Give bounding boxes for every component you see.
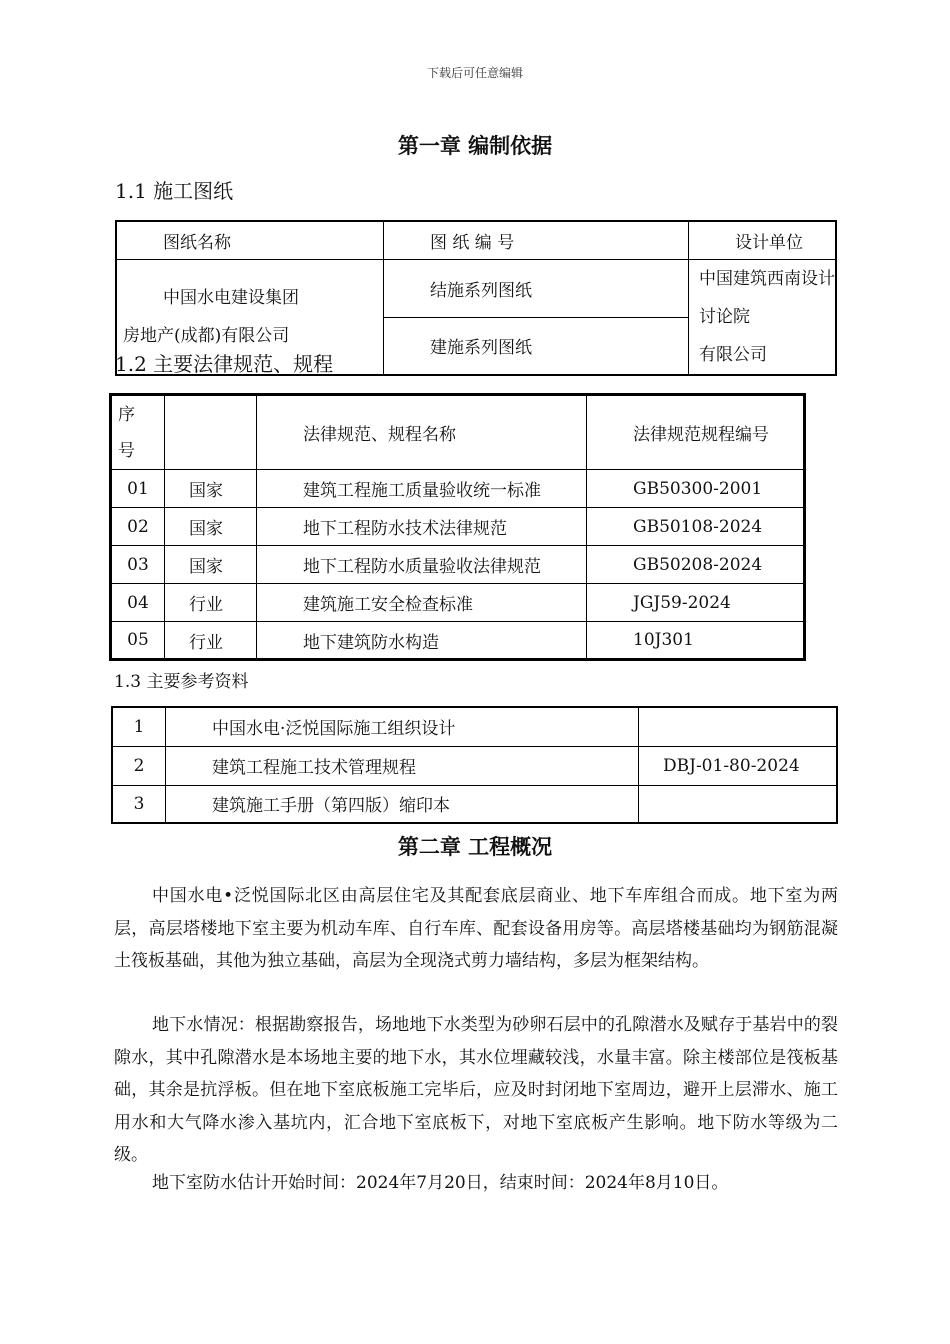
reference-name: 中国水电·泛悦国际施工组织设计 [166,707,639,746]
regulation-level: 行业 [165,622,257,660]
regulation-level: 国家 [165,470,257,508]
regulations-header-code: 法律规范规程编号 [587,395,805,470]
regulations-header-name: 法律规范、规程名称 [257,395,587,470]
table-row [111,584,805,622]
section-1-1-title: 1.1 施工图纸 [115,179,234,203]
regulation-name: 建筑工程施工质量验收统一标准 [257,470,587,508]
reference-no: 2 [112,746,166,785]
table-row [112,746,837,785]
table-row [111,470,805,508]
table-row [112,785,837,823]
table-row [112,707,837,746]
reference-name: 建筑施工手册（第四版）缩印本 [166,785,639,823]
reference-no: 3 [112,785,166,823]
regulation-level: 国家 [165,508,257,546]
section-1-2-title: 1.2 主要法律规范、规程 [115,352,334,376]
regulation-code: GB50300-2001 [587,470,805,508]
reference-code: DBJ-01-80-2024 [639,746,838,785]
regulation-no: 01 [111,470,165,508]
regulation-no: 04 [111,584,165,622]
regulation-code: 10J301 [587,622,805,660]
regulation-no: 03 [111,546,165,584]
drawings-header-number: 图 纸 编 号 [384,221,689,259]
drawings-designer-line2: 有限公司 [699,344,767,365]
regulations-header-no-line1: 序 [118,404,135,425]
reference-code [639,785,838,823]
overview-paragraph-1: 中国水电•泛悦国际北区由高层住宅及其配套底层商业、地下车库组合而成。地下室为两层，高层塔楼地下室主要为机动车库、自行车库、配套设备用房等。高层塔楼基础均为钢筋混凝土筏板基础，其他为独立基础，高层为全现浇式剪力墙结构，多层为框架结构。 [114,886,838,971]
drawings-architectural: 建施系列图纸 [384,317,689,374]
drawings-owner-line2: 房地产(成都)有限公司 [123,325,290,346]
table-row [111,546,805,584]
regulation-name: 地下工程防水质量验收法律规范 [257,546,587,584]
regulations-table [109,393,806,661]
reference-code [639,707,838,746]
overview-paragraph-groundwater: 地下水情况：根据勘察报告，场地地下水类型为砂卵石层中的孔隙潜水及赋存于基岩中的裂隙水，其中孔隙潜水是本场地主要的地下水，其水位埋藏较浅，水量丰富。除主楼部位是筏板基础，其余是抗浮板。但在地下室底板施工完毕后，应及时封闭地下室周边，避开上层滞水、施工用水和大气降水渗入基坑内，汇合地下室底板下，对地下室底板产生影响。地下防水等级为二级。 [114,1015,838,1165]
regulation-code: JGJ59-2024 [587,584,805,622]
regulation-code: GB50108-2024 [587,508,805,546]
drawings-header-designer: 设计单位 [689,221,837,259]
regulation-no: 05 [111,622,165,660]
chapter-2-title: 第二章 工程概况 [397,835,553,859]
table-row [111,508,805,546]
drawings-designer-cell [689,259,837,375]
drawings-header-name: 图纸名称 [116,221,384,259]
regulation-name: 地下工程防水技术法律规范 [257,508,587,546]
regulations-header-no-line2: 号 [118,440,135,461]
reference-no: 1 [112,707,166,746]
regulations-header-level [165,395,257,470]
drawings-structural: 结施系列图纸 [384,259,689,317]
regulations-header-no [111,395,165,470]
regulation-level: 行业 [165,584,257,622]
regulation-no: 02 [111,508,165,546]
regulation-name: 地下建筑防水构造 [257,622,587,660]
overview-paragraph-schedule: 地下室防水估计开始时间：2024年7月20日，结束时间：2024年8月10日。 [152,1173,729,1193]
regulation-code: GB50208-2024 [587,546,805,584]
references-table [111,706,838,824]
drawings-designer-line1: 中国建筑西南设计讨论院 [699,268,835,327]
section-1-3-title: 1.3 主要参考资料 [114,672,249,692]
table-row [111,622,805,660]
regulation-level: 国家 [165,546,257,584]
page-header-note: 下载后可任意编辑 [426,66,523,80]
chapter-1-title: 第一章 编制依据 [397,134,553,158]
regulation-name: 建筑施工安全检查标准 [257,584,587,622]
drawings-owner-line1: 中国水电建设集团 [163,287,299,308]
reference-name: 建筑工程施工技术管理规程 [166,746,639,785]
